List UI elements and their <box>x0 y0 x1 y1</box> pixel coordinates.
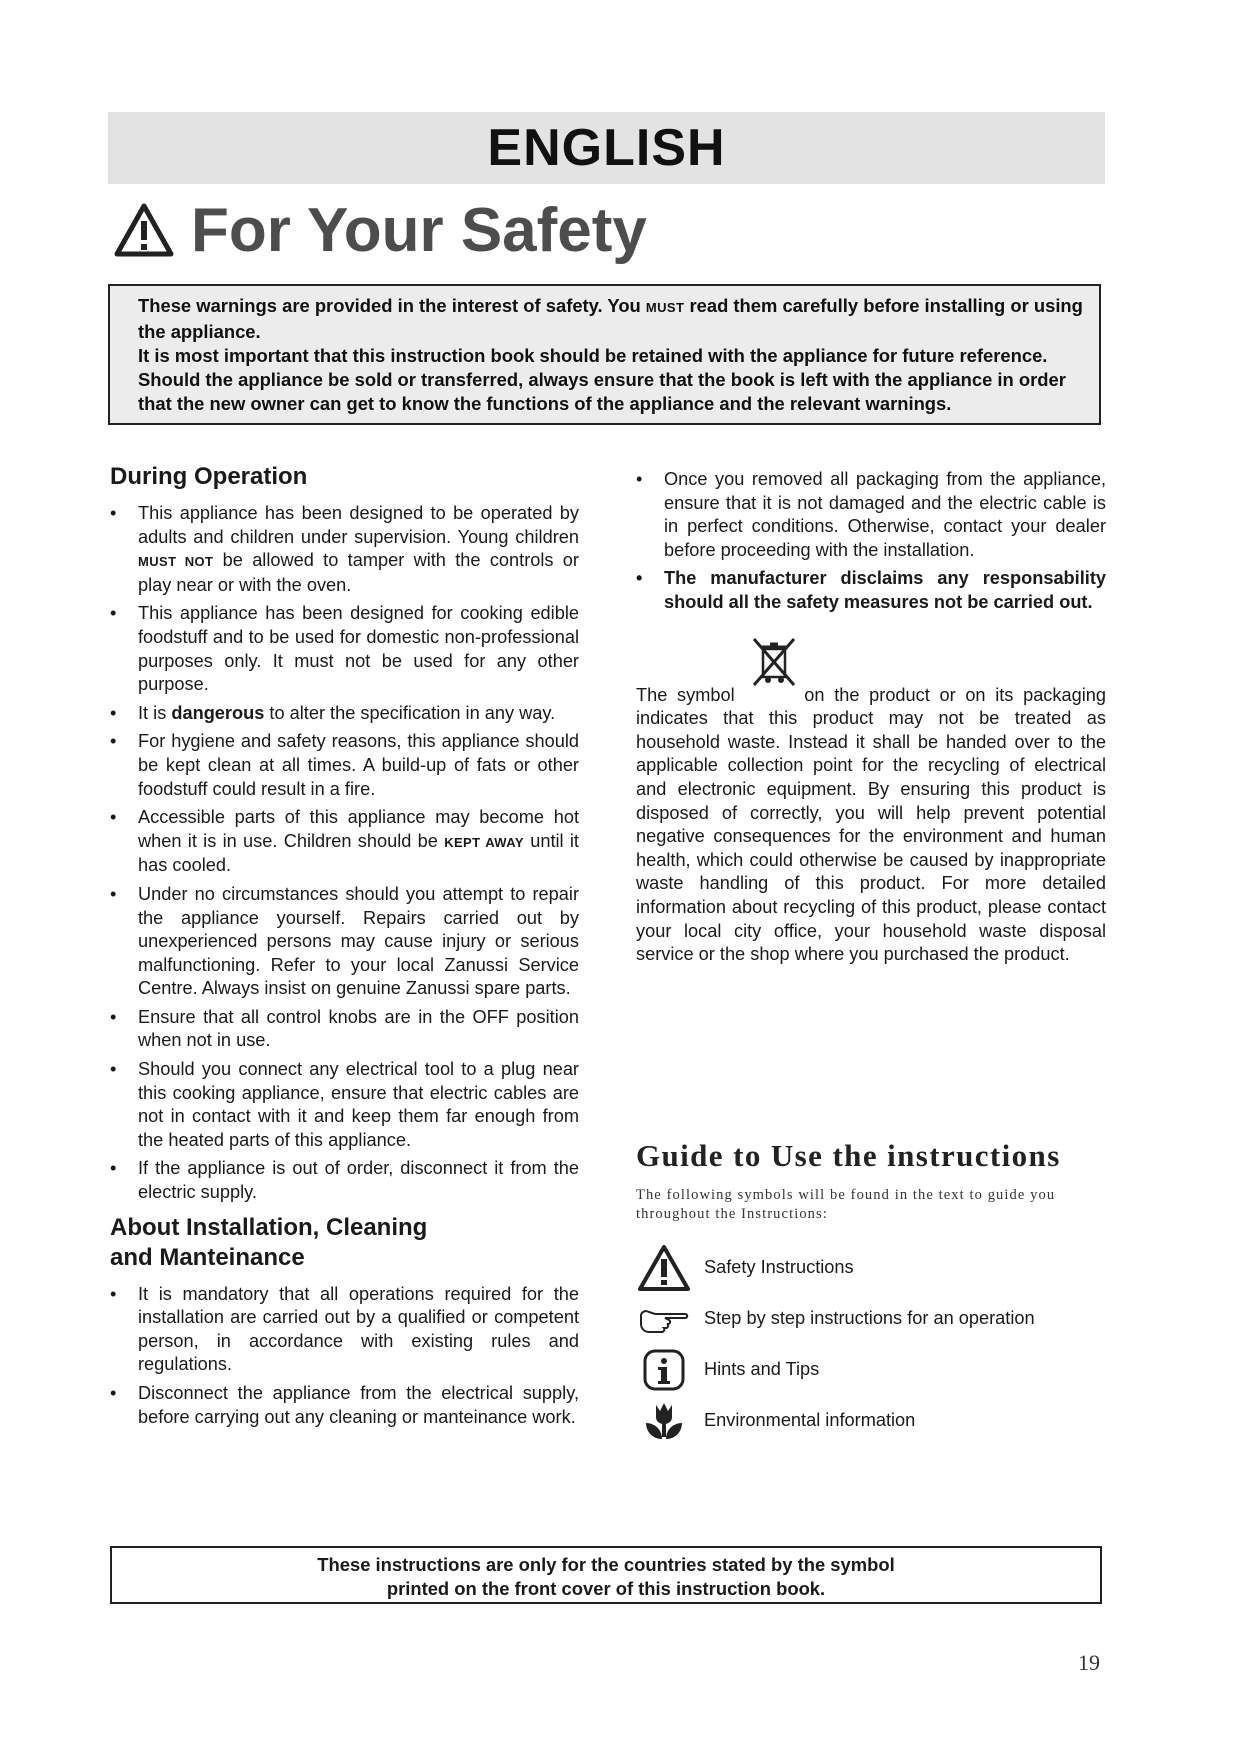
page-title <box>113 190 647 270</box>
list-item: • This appliance has been designed to be operated by adults and children under supervision. Young children MUST NOT be allowed to tamper with the controls or play near or with the oven. <box>110 502 579 597</box>
flower-icon <box>642 1399 686 1443</box>
installation-list <box>110 1283 579 1430</box>
countries-note-box <box>110 1546 1102 1604</box>
warning-intro: These warnings are provided in the interest of safety. You MUST read them carefully before installing or using the appliance. <box>138 295 1083 342</box>
list-item: • It is mandatory that all operations required for the installation are carried out by a qualified or competent person, in accordance with existing rules and regulations. <box>110 1283 579 1377</box>
safety-warning-box <box>108 284 1101 425</box>
list-item: • Disconnect the appliance from the electrical supply, before carrying out any cleaning or manteinance work. <box>110 1382 579 1429</box>
language-title: ENGLISH <box>487 119 726 177</box>
list-item: • Under no circumstances should you attempt to repair the appliance yourself. Repairs carried out by unexperienced persons may cause injury or serious malfunctioning. Refer to your local Zanussi Service Centre. Always insist on genuine Zanussi spare parts. <box>110 883 579 1001</box>
pointing-hand-icon <box>637 1304 691 1334</box>
installation-heading: About Installation, Cleaning and Manteinance <box>110 1213 428 1271</box>
guide-section <box>636 1138 1108 1446</box>
guide-intro: The following symbols will be found in the text to guide you throughout the Instructions: <box>636 1187 1056 1222</box>
warning-triangle-icon <box>113 202 175 258</box>
symbol-label: Environmental information <box>704 1410 916 1430</box>
symbol-label: Step by step instructions for an operation <box>704 1308 1035 1328</box>
info-icon <box>642 1348 686 1392</box>
page-number: 19 <box>1078 1650 1100 1675</box>
symbol-label: Hints and Tips <box>704 1359 820 1379</box>
list-item: • Once you removed all packaging from the appliance, ensure that it is not damaged and the electric cable is in perfect conditions. Otherwise, contact your dealer before proceeding with the installation. <box>636 468 1106 562</box>
symbol-label: Safety Instructions <box>704 1257 854 1277</box>
footer-line: These instructions are only for the countries stated by the symbol <box>317 1554 895 1575</box>
right-column <box>636 468 1106 985</box>
crossed-bin-icon <box>748 635 800 689</box>
list-item: • For hygiene and safety reasons, this appliance should be kept clean at all times. A build-up of fats or other foodstuff could result in a fire. <box>110 730 579 801</box>
symbol-row-safety <box>636 1242 1108 1293</box>
list-item: • If the appliance is out of order, disconnect it from the electric supply. <box>110 1157 579 1204</box>
weee-paragraph: The symbol on the product or on its packaging indicates that this product may not be treated as household waste. Instead it shall be handed over to the applicable collection point for the recycling of electrical and electronic equipment. By ensuring this product is disposed of correctly, you will help prevent potential negative consequences for the environment and human health, which could otherwise be caused by inappropriate waste handling of this product. For more detailed information about recycling of this product, please contact your local city office, your household waste disposal service or the shop where you purchased the product. <box>636 653 1106 967</box>
list-item: • Should you connect any electrical tool to a plug near this cooking appliance, ensure that electric cables are not in contact with it and keep them far enough from the heated parts of this appliance. <box>110 1058 579 1152</box>
list-item: • This appliance has been designed for cooking edible foodstuff and to be used for domestic non-professional purposes only. It must not be used for any other purpose. <box>110 602 579 696</box>
list-item: • It is dangerous to alter the specification in any way. <box>110 702 579 726</box>
page-title-text: For Your Safety <box>191 195 647 265</box>
during-operation-list <box>110 502 579 1205</box>
warning-triangle-icon <box>637 1244 691 1292</box>
list-item: • Ensure that all control knobs are in the OFF position when not in use. <box>110 1006 579 1053</box>
symbol-row-environment <box>636 1395 1108 1446</box>
language-header <box>108 112 1105 184</box>
symbol-row-hints <box>636 1344 1108 1395</box>
during-operation-heading: During Operation <box>110 463 308 490</box>
list-item: • The manufacturer disclaims any responsability should all the safety measures not be carried out. <box>636 567 1106 614</box>
right-list <box>636 468 1106 615</box>
footer-line: printed on the front cover of this instruction book. <box>386 1578 826 1599</box>
list-item: • Accessible parts of this appliance may become hot when it is in use. Children should be KEPT AWAY until it has cooled. <box>110 806 579 878</box>
left-column <box>110 462 579 1434</box>
guide-title: Guide to Use the instructions <box>636 1138 1061 1173</box>
warning-retain-book: It is most important that this instruction book should be retained with the appliance for future reference. Should the appliance be sold or transferred, always ensure that the book is left with the appliance in order that the new owner can get to know the functions of the appliance and the relevant warnings. <box>138 345 1066 414</box>
symbol-row-steps <box>636 1293 1108 1344</box>
